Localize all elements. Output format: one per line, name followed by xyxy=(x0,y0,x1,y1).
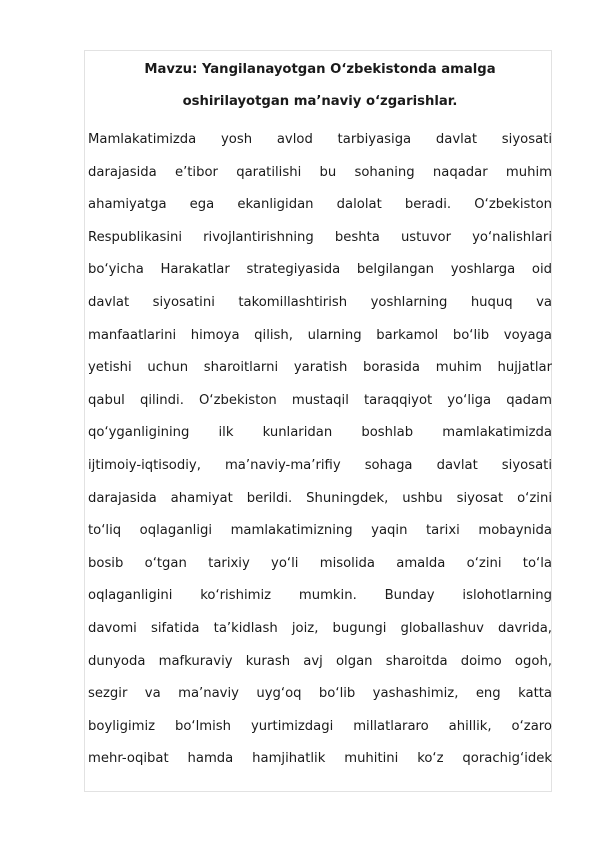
body-line: Mamlakatimizda yosh avlod tarbiyasiga davlat siyosati xyxy=(88,132,552,147)
body-line: oqlaganligini ko‘rishimiz mumkin. Bunday islohotlarning xyxy=(88,588,552,604)
body-line: qo‘yganligining ilk kunlaridan boshlab mamlakatimizda xyxy=(88,425,552,441)
body-line: dunyoda mafkuraviy kurash avj olgan sharoitda doimo ogoh, xyxy=(88,653,552,669)
body-line: darajasida ahamiyat berildi. Shuningdek, ushbu siyosat o‘zini xyxy=(88,490,552,506)
body-line: qabul qilindi. O‘zbekiston mustaqil taraqqiyot yo‘liga qadam xyxy=(88,392,552,408)
body-line: darajasida e’tibor qaratilishi bu sohaning naqadar muhim xyxy=(88,164,552,180)
body-line: mehr-oqibat hamda hamjihatlik muhitini ko‘z qorachig‘idek xyxy=(88,751,552,767)
body-line: ahamiyatga ega ekanligidan dalolat beradi. O‘zbekiston xyxy=(88,197,552,213)
body-line: Respublikasini rivojlantirishning beshta ustuvor yo‘nalishlari xyxy=(88,229,552,245)
body-line: bo‘yicha Harakatlar strategiyasida belgilangan yoshlarga oid xyxy=(88,262,552,278)
document-body xyxy=(88,124,552,776)
body-line: boyligimiz bo‘lmish yurtimizdagi millatlararo ahillik, o‘zaro xyxy=(88,718,552,734)
body-line: bosib o‘tgan tarixiy yo‘li misolida amalda o‘zini to‘la xyxy=(88,555,552,571)
document-content xyxy=(88,54,552,776)
body-line: yetishi uchun sharoitlarni yaratish borasida muhim hujjatlar xyxy=(88,360,552,376)
body-line: sezgir va ma’naviy uyg‘oq bo‘lib yashashimiz, eng katta xyxy=(88,686,552,702)
body-line: davomi sifatida ta’kidlash joiz, bugungi globallashuv davrida, xyxy=(88,620,552,636)
body-line: davlat siyosatini takomillashtirish yoshlarning huquq va xyxy=(88,294,552,310)
body-line: to‘liq oqlaganligi mamlakatimizning yaqin tarixi mobaynida xyxy=(88,523,552,539)
document-title-line-2: oshirilayotgan ma’naviy o‘zgarishlar. xyxy=(182,94,458,109)
body-line: ijtimoiy-iqtisodiy, ma’naviy-ma’rifiy sohaga davlat siyosati xyxy=(88,457,552,473)
body-line: manfaatlarini himoya qilish, ularning barkamol bo‘lib voyaga xyxy=(88,327,552,343)
document-title-line-1: Mavzu: Yangilanayotgan O‘zbekistonda amalga xyxy=(144,62,496,77)
